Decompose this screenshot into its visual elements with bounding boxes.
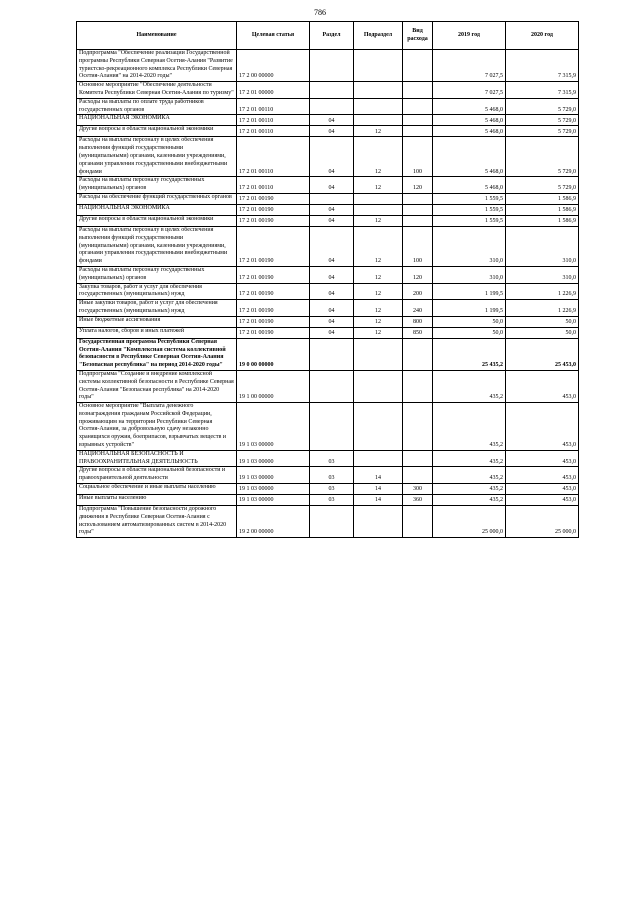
row-name: Закупка товаров, работ и услуг для обеспечения государственных (муниципальных) нужд xyxy=(77,283,237,300)
row-subsection xyxy=(354,338,403,370)
header-expense-type: Вид расхода xyxy=(403,22,433,50)
row-name: НАЦИОНАЛЬНАЯ ЭКОНОМИКА xyxy=(77,115,237,126)
row-amount-2020: 50,0 xyxy=(506,316,579,327)
row-amount-2019: 1 559,5 xyxy=(433,204,506,215)
row-name: Расходы на выплаты персоналу государственных (муниципальных) органов xyxy=(77,266,237,283)
row-expense-type xyxy=(403,403,433,451)
table-row xyxy=(77,115,579,126)
table-row xyxy=(77,98,579,115)
row-target-article: 17 2 01 00110 xyxy=(237,98,310,115)
row-subsection xyxy=(354,82,403,99)
table-row xyxy=(77,506,579,538)
row-amount-2020: 310,0 xyxy=(506,266,579,283)
row-expense-type: 300 xyxy=(403,484,433,495)
row-amount-2019: 5 468,0 xyxy=(433,115,506,126)
row-amount-2019: 1 199,5 xyxy=(433,300,506,317)
row-target-article: 17 2 01 00190 xyxy=(237,300,310,317)
table-row xyxy=(77,327,579,338)
row-target-article: 19 2 00 00000 xyxy=(237,506,310,538)
row-section: 03 xyxy=(310,467,354,484)
row-section xyxy=(310,50,354,82)
row-amount-2019: 5 468,0 xyxy=(433,126,506,137)
table-row xyxy=(77,266,579,283)
table-row xyxy=(77,137,579,177)
row-expense-type: 120 xyxy=(403,177,433,194)
row-section: 03 xyxy=(310,484,354,495)
row-amount-2019: 435,2 xyxy=(433,450,506,467)
row-subsection xyxy=(354,403,403,451)
row-target-article: 17 2 00 00000 xyxy=(237,50,310,82)
row-amount-2020: 1 586,9 xyxy=(506,215,579,226)
row-amount-2020: 453,0 xyxy=(506,450,579,467)
row-subsection xyxy=(354,50,403,82)
row-name: Иные закупки товаров, работ и услуг для обеспечения государственных (муниципальных) нужд xyxy=(77,300,237,317)
row-target-article: 17 2 01 00190 xyxy=(237,316,310,327)
row-amount-2020: 453,0 xyxy=(506,370,579,402)
row-amount-2020: 7 315,9 xyxy=(506,82,579,99)
row-amount-2019: 435,2 xyxy=(433,370,506,402)
row-section: 04 xyxy=(310,316,354,327)
row-target-article: 19 0 00 00000 xyxy=(237,338,310,370)
row-expense-type: 800 xyxy=(403,316,433,327)
row-name: Уплата налогов, сборов и иных платежей xyxy=(77,327,237,338)
row-subsection: 14 xyxy=(354,467,403,484)
row-section xyxy=(310,98,354,115)
row-expense-type: 100 xyxy=(403,226,433,266)
row-expense-type xyxy=(403,50,433,82)
row-section: 04 xyxy=(310,115,354,126)
row-name: Иные бюджетные ассигнования xyxy=(77,316,237,327)
row-subsection: 12 xyxy=(354,215,403,226)
row-name: Подпрограмма "Повышение безопасности дорожного движения в Республике Северная Осетия-Алания с использованием автоматизированных систем в 2014-2020 годы" xyxy=(77,506,237,538)
row-subsection xyxy=(354,204,403,215)
row-expense-type: 240 xyxy=(403,300,433,317)
row-section: 04 xyxy=(310,266,354,283)
table-row xyxy=(77,316,579,327)
row-amount-2019: 310,0 xyxy=(433,266,506,283)
row-subsection xyxy=(354,370,403,402)
row-subsection: 12 xyxy=(354,137,403,177)
row-amount-2020: 5 729,0 xyxy=(506,137,579,177)
row-name: Расходы на выплаты по оплате труда работников государственных органов xyxy=(77,98,237,115)
row-amount-2020: 7 315,9 xyxy=(506,50,579,82)
table-row xyxy=(77,50,579,82)
row-expense-type xyxy=(403,215,433,226)
row-amount-2019: 7 027,5 xyxy=(433,50,506,82)
row-amount-2020: 310,0 xyxy=(506,226,579,266)
row-amount-2019: 435,2 xyxy=(433,403,506,451)
row-target-article: 17 2 01 00110 xyxy=(237,115,310,126)
row-expense-type xyxy=(403,98,433,115)
row-target-article: 19 1 00 00000 xyxy=(237,370,310,402)
row-subsection xyxy=(354,98,403,115)
row-amount-2020: 5 729,0 xyxy=(506,126,579,137)
row-name: Основное мероприятие "Обеспечение деятельности Комитета Республики Северная Осетия-Алания по туризму" xyxy=(77,82,237,99)
row-subsection: 14 xyxy=(354,484,403,495)
row-amount-2019: 25 435,2 xyxy=(433,338,506,370)
row-expense-type: 360 xyxy=(403,495,433,506)
row-section: 03 xyxy=(310,495,354,506)
header-target-article: Целевая статья xyxy=(237,22,310,50)
table-row xyxy=(77,82,579,99)
row-amount-2019: 1 199,5 xyxy=(433,283,506,300)
row-amount-2020: 453,0 xyxy=(506,495,579,506)
table-row xyxy=(77,403,579,451)
table-row xyxy=(77,193,579,204)
row-target-article: 19 1 03 00000 xyxy=(237,467,310,484)
row-amount-2019: 310,0 xyxy=(433,226,506,266)
header-year-2019: 2019 год xyxy=(433,22,506,50)
row-target-article: 17 2 01 00190 xyxy=(237,283,310,300)
row-name: Подпрограмма "Обеспечение реализации Государственной программы Республики Северная Осетия-Алания "Развитие туристско-рекреационного комплекса Республики Северная Осетия-Алания" на 2014-2020 годы" xyxy=(77,50,237,82)
row-subsection xyxy=(354,506,403,538)
row-section: 04 xyxy=(310,177,354,194)
row-expense-type xyxy=(403,370,433,402)
row-expense-type: 120 xyxy=(403,266,433,283)
row-name: Государственная программа Республики Северная Осетия-Алания "Комплексная система коллективной безопасности в Республике Северная Осетия-Алания "Безопасная республика" на период 2014-2020 годы" xyxy=(77,338,237,370)
row-name: Социальное обеспечение и иные выплаты населению xyxy=(77,484,237,495)
row-name: Расходы на выплаты персоналу в целях обеспечения выполнения функций государственными (муниципальными) органами, казенными учреждениями, органами управления государственными внебюджетными фондами xyxy=(77,226,237,266)
row-amount-2020: 5 729,0 xyxy=(506,177,579,194)
row-amount-2020: 1 226,9 xyxy=(506,300,579,317)
row-expense-type: 100 xyxy=(403,137,433,177)
row-target-article: 19 1 03 00000 xyxy=(237,484,310,495)
table-row xyxy=(77,283,579,300)
row-name: НАЦИОНАЛЬНАЯ БЕЗОПАСНОСТЬ И ПРАВООХРАНИТЕЛЬНАЯ ДЕЯТЕЛЬНОСТЬ xyxy=(77,450,237,467)
table-row xyxy=(77,370,579,402)
row-subsection: 12 xyxy=(354,283,403,300)
row-amount-2020: 453,0 xyxy=(506,484,579,495)
row-target-article: 17 2 01 00190 xyxy=(237,226,310,266)
row-section xyxy=(310,82,354,99)
row-section xyxy=(310,193,354,204)
row-amount-2019: 5 468,0 xyxy=(433,98,506,115)
page-number: 786 xyxy=(314,8,326,17)
table-row xyxy=(77,215,579,226)
row-subsection: 12 xyxy=(354,177,403,194)
row-amount-2019: 7 027,5 xyxy=(433,82,506,99)
row-name: Расходы на выплаты персоналу в целях обеспечения выполнения функций государственными (муниципальными) органами, казенными учреждениями, органами управления государственными внебюджетными фондами xyxy=(77,137,237,177)
table-row xyxy=(77,226,579,266)
row-subsection: 14 xyxy=(354,495,403,506)
row-expense-type xyxy=(403,506,433,538)
table-row xyxy=(77,204,579,215)
row-amount-2020: 25 453,0 xyxy=(506,338,579,370)
row-subsection: 12 xyxy=(354,327,403,338)
row-name: Другие вопросы в области национальной экономики xyxy=(77,215,237,226)
row-subsection xyxy=(354,450,403,467)
budget-table xyxy=(76,21,579,538)
row-amount-2020: 1 586,9 xyxy=(506,204,579,215)
row-subsection: 12 xyxy=(354,266,403,283)
row-expense-type xyxy=(403,82,433,99)
row-section xyxy=(310,338,354,370)
row-amount-2019: 435,2 xyxy=(433,484,506,495)
row-section: 03 xyxy=(310,450,354,467)
row-amount-2019: 435,2 xyxy=(433,495,506,506)
row-target-article: 17 2 01 00190 xyxy=(237,193,310,204)
row-section: 04 xyxy=(310,215,354,226)
row-target-article: 17 2 01 00110 xyxy=(237,126,310,137)
row-amount-2019: 5 468,0 xyxy=(433,137,506,177)
row-amount-2020: 25 000,0 xyxy=(506,506,579,538)
row-expense-type: 850 xyxy=(403,327,433,338)
row-name: Расходы на обеспечение функций государственных органов xyxy=(77,193,237,204)
row-expense-type xyxy=(403,193,433,204)
header-section: Раздел xyxy=(310,22,354,50)
row-amount-2020: 5 729,0 xyxy=(506,115,579,126)
row-section: 04 xyxy=(310,283,354,300)
row-target-article: 17 2 01 00190 xyxy=(237,266,310,283)
row-target-article: 17 2 01 00190 xyxy=(237,204,310,215)
row-name: Подпрограмма "Создание и внедрение комплексной системы коллективной безопасности в Республике Северная Осетия-Алания "Безопасная республика" на 2014-2020 годы" xyxy=(77,370,237,402)
row-target-article: 19 1 03 00000 xyxy=(237,450,310,467)
row-section: 04 xyxy=(310,204,354,215)
row-expense-type xyxy=(403,115,433,126)
row-amount-2020: 50,0 xyxy=(506,327,579,338)
header-name: Наименование xyxy=(77,22,237,50)
table-row xyxy=(77,495,579,506)
row-expense-type: 200 xyxy=(403,283,433,300)
row-amount-2019: 1 559,5 xyxy=(433,215,506,226)
row-expense-type xyxy=(403,338,433,370)
row-subsection: 12 xyxy=(354,126,403,137)
row-amount-2019: 25 000,0 xyxy=(433,506,506,538)
row-target-article: 19 1 03 00000 xyxy=(237,403,310,451)
table-row xyxy=(77,338,579,370)
row-amount-2020: 453,0 xyxy=(506,403,579,451)
row-section: 04 xyxy=(310,327,354,338)
row-target-article: 17 2 01 00110 xyxy=(237,137,310,177)
row-section xyxy=(310,403,354,451)
row-target-article: 19 1 03 00000 xyxy=(237,495,310,506)
row-expense-type xyxy=(403,467,433,484)
row-name: Расходы на выплаты персоналу государственных (муниципальных) органов xyxy=(77,177,237,194)
header-subsection: Подраздел xyxy=(354,22,403,50)
row-amount-2019: 50,0 xyxy=(433,316,506,327)
row-amount-2019: 50,0 xyxy=(433,327,506,338)
table-header-row xyxy=(77,22,579,50)
row-section: 04 xyxy=(310,226,354,266)
row-section xyxy=(310,370,354,402)
row-expense-type xyxy=(403,204,433,215)
row-name: Основное мероприятие "Выплата денежного вознаграждения гражданам Российской Федерации, проживающим на территории Республики Северная Осетия-Алания, за добровольную сдачу незаконно хранящихся оружия, боеприпасов, взрывчатых веществ и взрывных устройств" xyxy=(77,403,237,451)
row-amount-2020: 1 226,9 xyxy=(506,283,579,300)
header-year-2020: 2020 год xyxy=(506,22,579,50)
table-row xyxy=(77,177,579,194)
row-amount-2020: 5 729,0 xyxy=(506,98,579,115)
row-subsection xyxy=(354,115,403,126)
row-expense-type xyxy=(403,450,433,467)
row-target-article: 17 2 01 00110 xyxy=(237,177,310,194)
table-row xyxy=(77,126,579,137)
row-target-article: 17 2 01 00190 xyxy=(237,215,310,226)
table-row xyxy=(77,467,579,484)
table-row xyxy=(77,300,579,317)
row-name: Иные выплаты населению xyxy=(77,495,237,506)
row-target-article: 17 2 01 00000 xyxy=(237,82,310,99)
row-section: 04 xyxy=(310,300,354,317)
table-row xyxy=(77,450,579,467)
row-amount-2019: 1 559,5 xyxy=(433,193,506,204)
row-amount-2020: 453,0 xyxy=(506,467,579,484)
row-amount-2019: 435,2 xyxy=(433,467,506,484)
row-target-article: 17 2 01 00190 xyxy=(237,327,310,338)
row-subsection: 12 xyxy=(354,226,403,266)
row-name: Другие вопросы в области национальной безопасности и правоохранительной деятельности xyxy=(77,467,237,484)
row-section: 04 xyxy=(310,126,354,137)
row-amount-2020: 1 586,9 xyxy=(506,193,579,204)
row-name: Другие вопросы в области национальной экономики xyxy=(77,126,237,137)
row-section xyxy=(310,506,354,538)
row-subsection: 12 xyxy=(354,300,403,317)
row-amount-2019: 5 468,0 xyxy=(433,177,506,194)
table-row xyxy=(77,484,579,495)
row-subsection xyxy=(354,193,403,204)
row-section: 04 xyxy=(310,137,354,177)
row-name: НАЦИОНАЛЬНАЯ ЭКОНОМИКА xyxy=(77,204,237,215)
row-expense-type xyxy=(403,126,433,137)
row-subsection: 12 xyxy=(354,316,403,327)
